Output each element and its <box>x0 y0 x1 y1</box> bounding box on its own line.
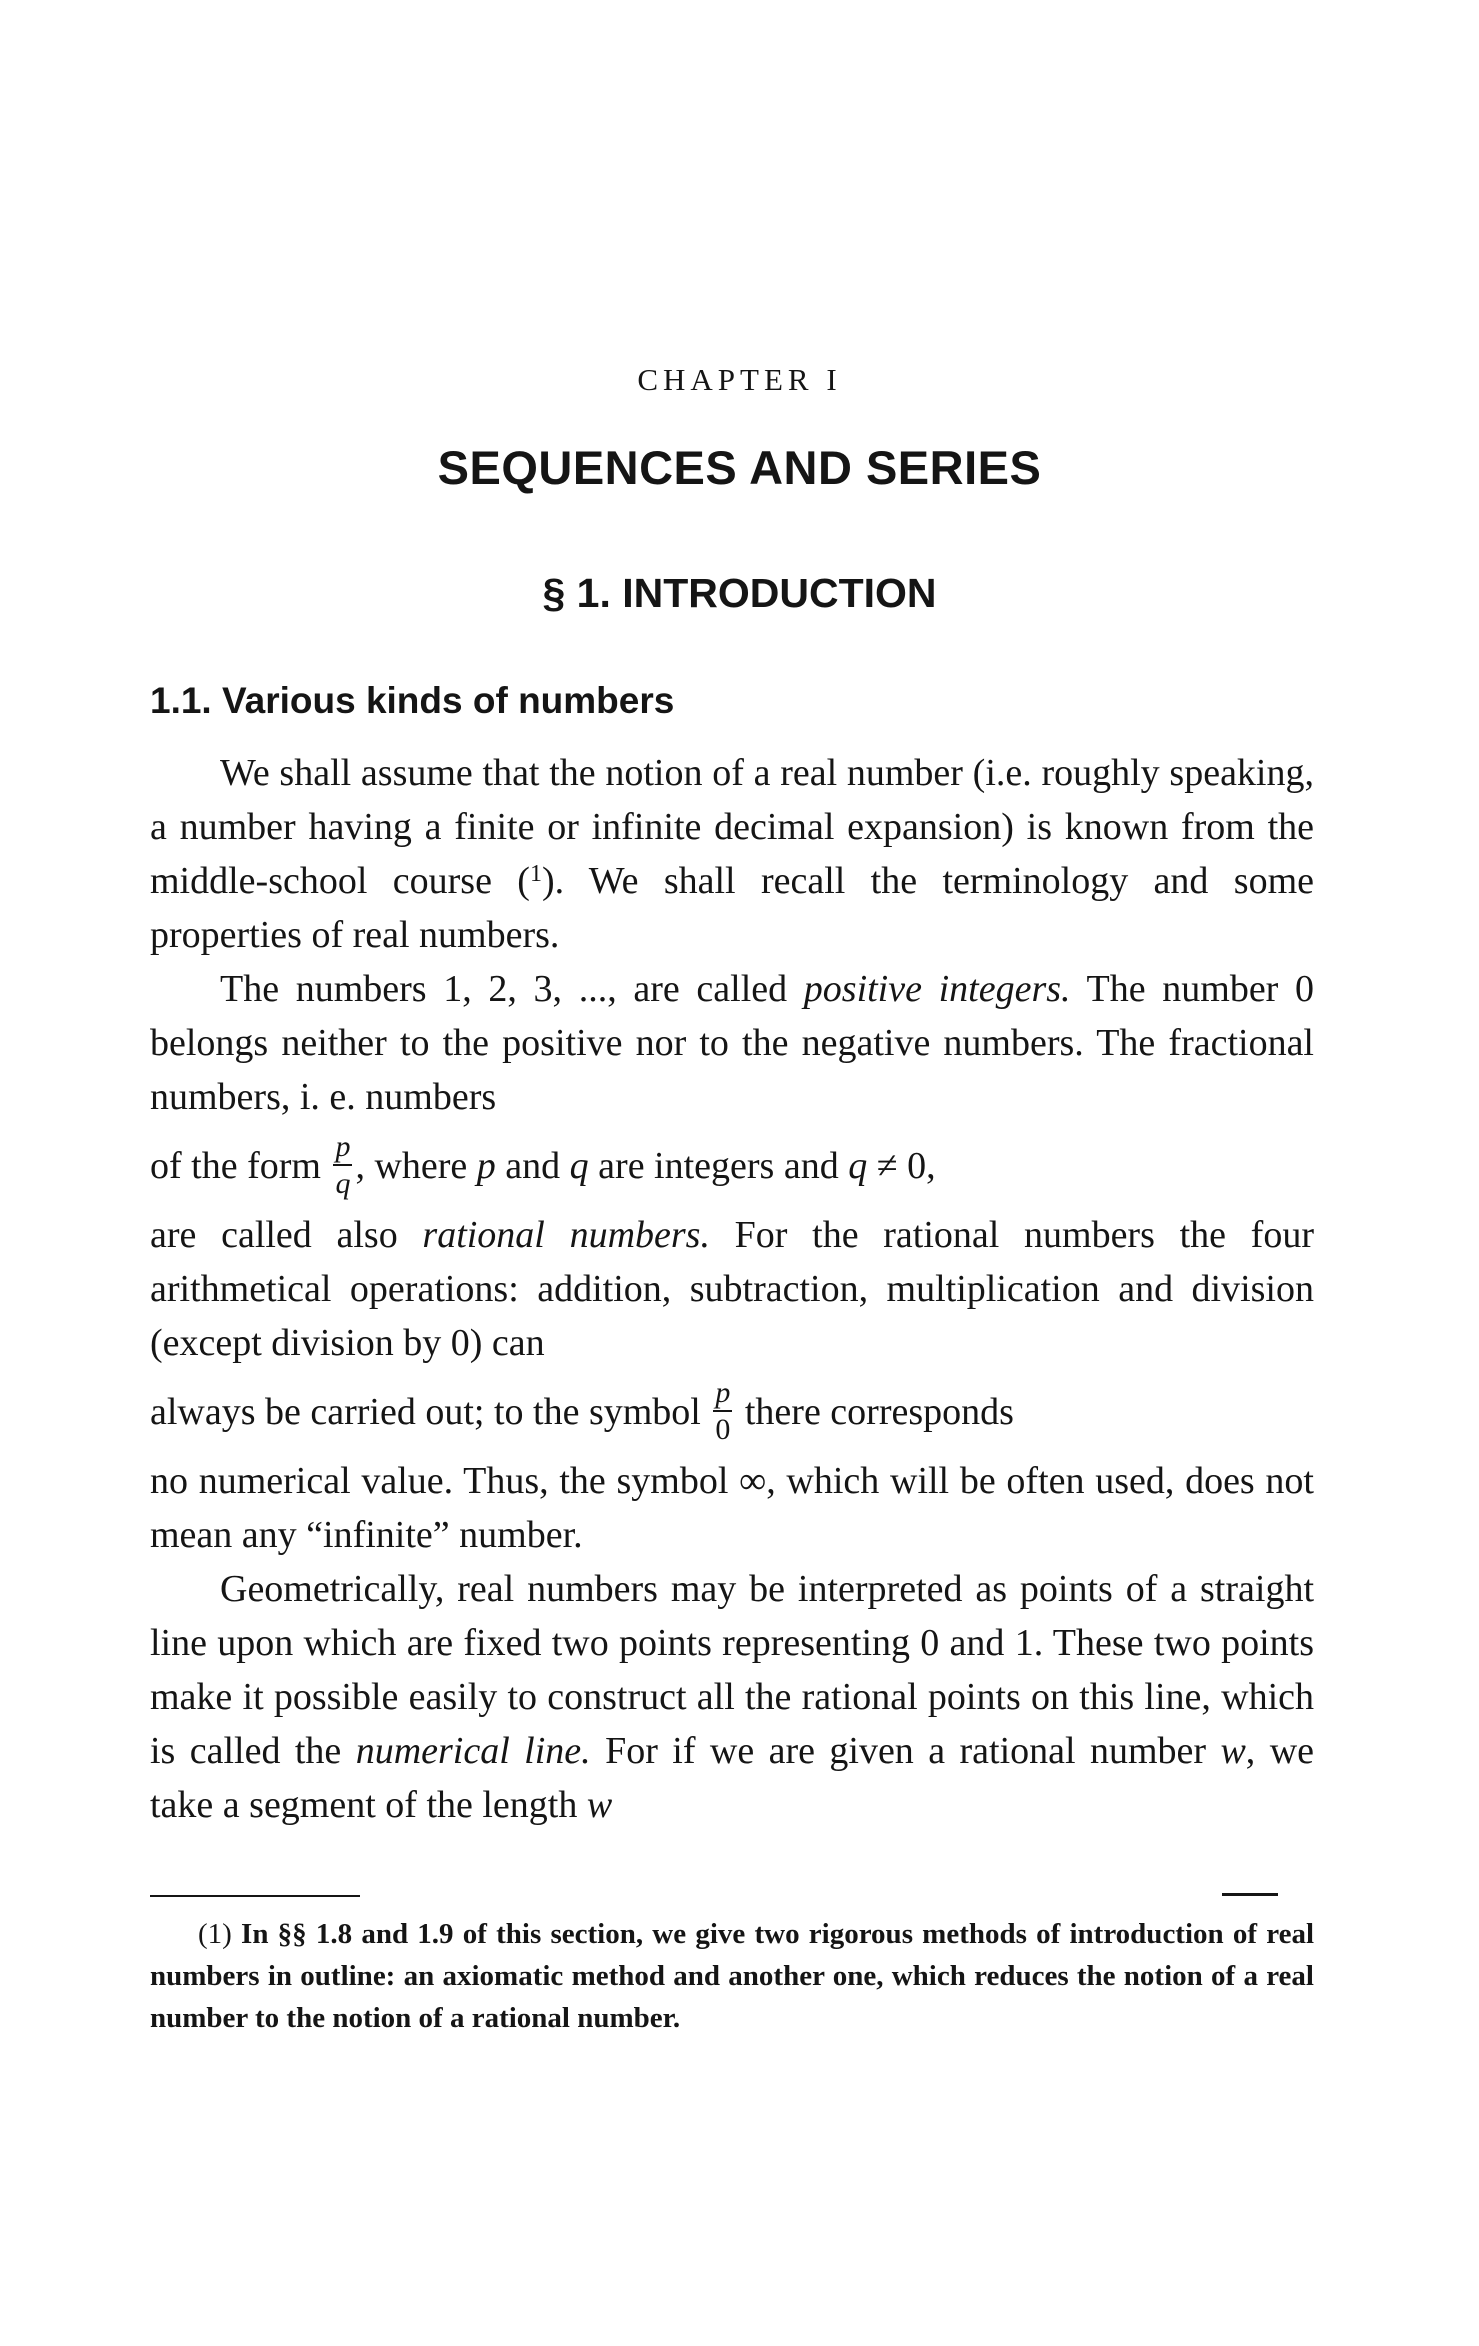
footnote-reference: 1 <box>529 861 542 887</box>
fraction-line-pq <box>150 1124 1314 1208</box>
body-text <box>150 746 1314 1832</box>
footnote <box>150 1913 1314 2039</box>
paragraph-1-text-end: ). We shall recall the terminology and some properties of real numbers. <box>150 860 1314 956</box>
fraction-denominator: 0 <box>715 1412 731 1446</box>
chapter-label: CHAPTER I <box>637 362 842 397</box>
fraction-numerator: p <box>713 1378 732 1412</box>
paragraph-2-text-c: of the form <box>150 1145 331 1187</box>
footnote-text: In §§ 1.8 and 1.9 of this section, we give two rigorous methods of introduction of real numbers in outline: an axiomatic method and another one, which reduces the notion of a real number to the notion of a rational number. <box>150 1918 1315 2034</box>
paragraph-2-end <box>150 1454 1314 1562</box>
section-title: § 1. INTRODUCTION <box>542 570 937 616</box>
paragraph-2-text-g: ≠ 0, <box>867 1145 936 1187</box>
footnote-divider-mark <box>1222 1893 1278 1896</box>
paragraph-2-text-b: The number 0 belongs neither to the positive nor to the negative numbers. The fractional numbers, i. e. numbers <box>150 968 1314 1118</box>
paragraph-2-text-h: are called also <box>150 1214 423 1256</box>
term-rational-numbers: rational numbers. <box>422 1214 710 1256</box>
paragraph-3-text-b: For if we are given a rational number <box>590 1730 1221 1772</box>
term-numerical-line: numerical line. <box>355 1730 591 1772</box>
paragraph-2-text-f: are integers and <box>588 1145 849 1187</box>
term-positive-integers: positive integers. <box>803 968 1071 1010</box>
paragraph-2-text-i: For the rational numbers the four arithmetical operations: addition, subtraction, multiplication and division (except division by 0) can <box>150 1214 1314 1364</box>
paragraph-2-text-k: there corresponds <box>735 1391 1014 1433</box>
fraction-p-over-q <box>333 1129 352 1200</box>
paragraph-1-text: We shall assume that the notion of a real number (i.e. roughly speaking, a number having a finite or infinite decimal expansion) is known from the middle-school course ( <box>150 752 1314 902</box>
paragraph-3 <box>150 1562 1314 1832</box>
footnote-divider <box>150 1895 360 1897</box>
fraction-line-p0 <box>150 1370 1314 1454</box>
paragraph-1 <box>150 746 1314 962</box>
paragraph-2-text-e: and <box>495 1145 570 1187</box>
variable-w-length: w <box>586 1784 613 1826</box>
chapter-title: SEQUENCES AND SERIES <box>437 441 1042 494</box>
paragraph-2-text-l: no numerical value. Thus, the symbol ∞, which will be often used, does not mean any “infinite” number. <box>150 1460 1314 1556</box>
paragraph-3-text-c: , we take a segment of the length <box>150 1730 1315 1826</box>
footnote-paragraph <box>150 1913 1314 2039</box>
variable-w: w <box>1220 1730 1246 1772</box>
paragraph-2-text-j: always be carried out; to the symbol <box>150 1391 711 1433</box>
variable-q: q <box>569 1145 589 1187</box>
variable-p: p <box>476 1145 496 1187</box>
paragraph-3-text: Geometrically, real numbers may be interpreted as points of a straight line upon which are fixed two points representing 0 and 1. These two points make it possible easily to construct all the rational points on this line, which is called the <box>150 1568 1314 1772</box>
fraction-numerator: p <box>333 1132 352 1166</box>
subsection-title: 1.1. Various kinds of numbers <box>150 680 675 721</box>
paragraph-2-text: The numbers 1, 2, 3, ..., are called <box>220 968 804 1010</box>
variable-q-condition: q <box>848 1145 868 1187</box>
paragraph-2-continued <box>150 1208 1314 1370</box>
paragraph-2 <box>150 962 1314 1124</box>
footnote-mark: (1) <box>198 1918 232 1950</box>
fraction-p-over-0 <box>713 1375 732 1446</box>
paragraph-2-text-d: , where <box>355 1145 477 1187</box>
fraction-denominator: q <box>335 1166 351 1200</box>
